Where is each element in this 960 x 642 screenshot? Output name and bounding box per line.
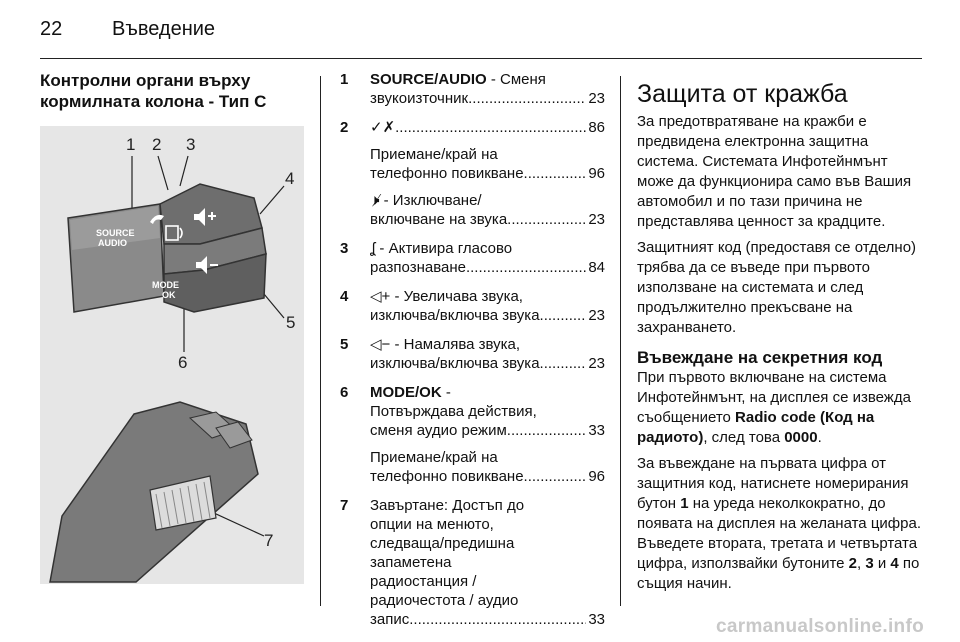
vol-up-icon: ◁+ [370, 288, 391, 305]
page-ref: 23 [588, 355, 605, 372]
page-ref: 23 [588, 307, 605, 324]
list-item: 4 ◁+ - Увеличава звука, изключва/включва звука ..... 23 [340, 287, 605, 325]
ok-label: OK [162, 290, 176, 300]
list-item: 2 ✓✗ ..... 86 Приемане/край на телефонно повикване ..... 96 🕨̸ - Изключване/ включване на звука ..... 23 [340, 118, 605, 229]
page-ref: 33 [588, 422, 605, 439]
page-ref: 33 [588, 611, 605, 628]
entry-number: 7 [340, 497, 349, 514]
entry-number: 6 [340, 384, 349, 401]
list-item: 3 ʆ - Активира гласово разпознаване ..... 84 [340, 239, 605, 277]
paragraph: За въвеждане на първата цифра от защитния код, натиснете номерирания бутон 1 на уреда неколкократно, до появата на дисплея на желаната цифра. Въведете втората, третата и четвъртата цифра, използвайки бутоните 2, 3 и 4 по същия начин. [637, 455, 921, 592]
page-number: 22 [40, 18, 63, 40]
phone-icon: ✓✗ [370, 119, 396, 136]
source-audio-term: SOURCE/AUDIO [370, 71, 487, 88]
subsection-heading: Въвеждане на секретния код [637, 348, 883, 367]
watermark: carmanualsonline.info [716, 616, 924, 637]
callout-7: 7 [264, 531, 274, 550]
paragraph: За предотвратяване на кражби е предвидена електронна защитна система. Системата Инфотейнмънт може да функционира само във Вашия автомобил и по тази причина не представлява ценност за крадците. [637, 113, 912, 230]
entry-number: 2 [340, 119, 349, 136]
list-item: 6 MODE/OK - Потвърждава действия, сменя аудио режим ..... 33 Приемане/край на телефонно повикване ..... 96 [340, 383, 605, 486]
callout-6: 6 [178, 353, 188, 372]
callout-3: 3 [186, 135, 196, 154]
paragraph: Защитният код (предоставя се отделно) трябва да се въведе при първото използване на системата и след продължително прекъсване на захранването. [637, 239, 917, 336]
entry-number: 3 [340, 240, 349, 257]
list-item: 5 ◁− - Намалява звука, изключва/включва звука ..... 23 [340, 335, 605, 373]
column-divider-1 [320, 76, 321, 606]
page-ref: 84 [588, 259, 605, 276]
page-ref: 23 [588, 90, 605, 107]
section-title: Контролни органи върху кормилната колона - Тип C [40, 71, 267, 111]
mode-label: MODE [152, 280, 179, 290]
voice-icon: ʆ [370, 240, 376, 257]
callout-4: 4 [285, 169, 295, 188]
chapter-title: Въведение [112, 18, 216, 40]
list-item: 7 Завъртане: Достъп до опции на менюто, следваща/предишна запаметена радиостанция / радиочестота / аудио запис ..... 33 [340, 496, 605, 629]
anti-theft-section [637, 80, 925, 600]
controls-list [340, 70, 605, 639]
source-label: SOURCE [96, 228, 135, 238]
entry-number: 1 [340, 71, 349, 88]
entry-number: 4 [340, 288, 349, 305]
audio-label: AUDIO [98, 238, 127, 248]
page-ref: 96 [588, 468, 605, 485]
page-ref: 86 [588, 119, 605, 136]
mute-icon: 🕨̸ [370, 192, 380, 209]
callout-1: 1 [126, 135, 136, 154]
section-heading: Защита от кражба [637, 80, 848, 108]
page-ref: 23 [588, 211, 605, 228]
controls-illustration [40, 126, 304, 584]
page-header [40, 18, 216, 41]
column-divider-2 [620, 76, 621, 606]
callout-2: 2 [152, 135, 162, 154]
callout-5: 5 [286, 313, 296, 332]
mode-ok-term: MODE/OK [370, 384, 442, 401]
page-ref: 96 [588, 165, 605, 182]
list-item: 1 SOURCE/AUDIO - Сменя звукоизточник ..... 23 [340, 70, 605, 108]
paragraph: При първото включване на система Инфотейнмънт, на дисплея се извежда съобщението Radio code (Код на радиото), след това 0000. [637, 369, 911, 446]
vol-down-icon: ◁− [370, 336, 391, 353]
header-rule [40, 58, 922, 59]
entry-number: 5 [340, 336, 349, 353]
audio-control-switch [68, 184, 266, 312]
thumbwheel-assembly [50, 402, 258, 582]
steering-controls-figure [40, 126, 304, 584]
